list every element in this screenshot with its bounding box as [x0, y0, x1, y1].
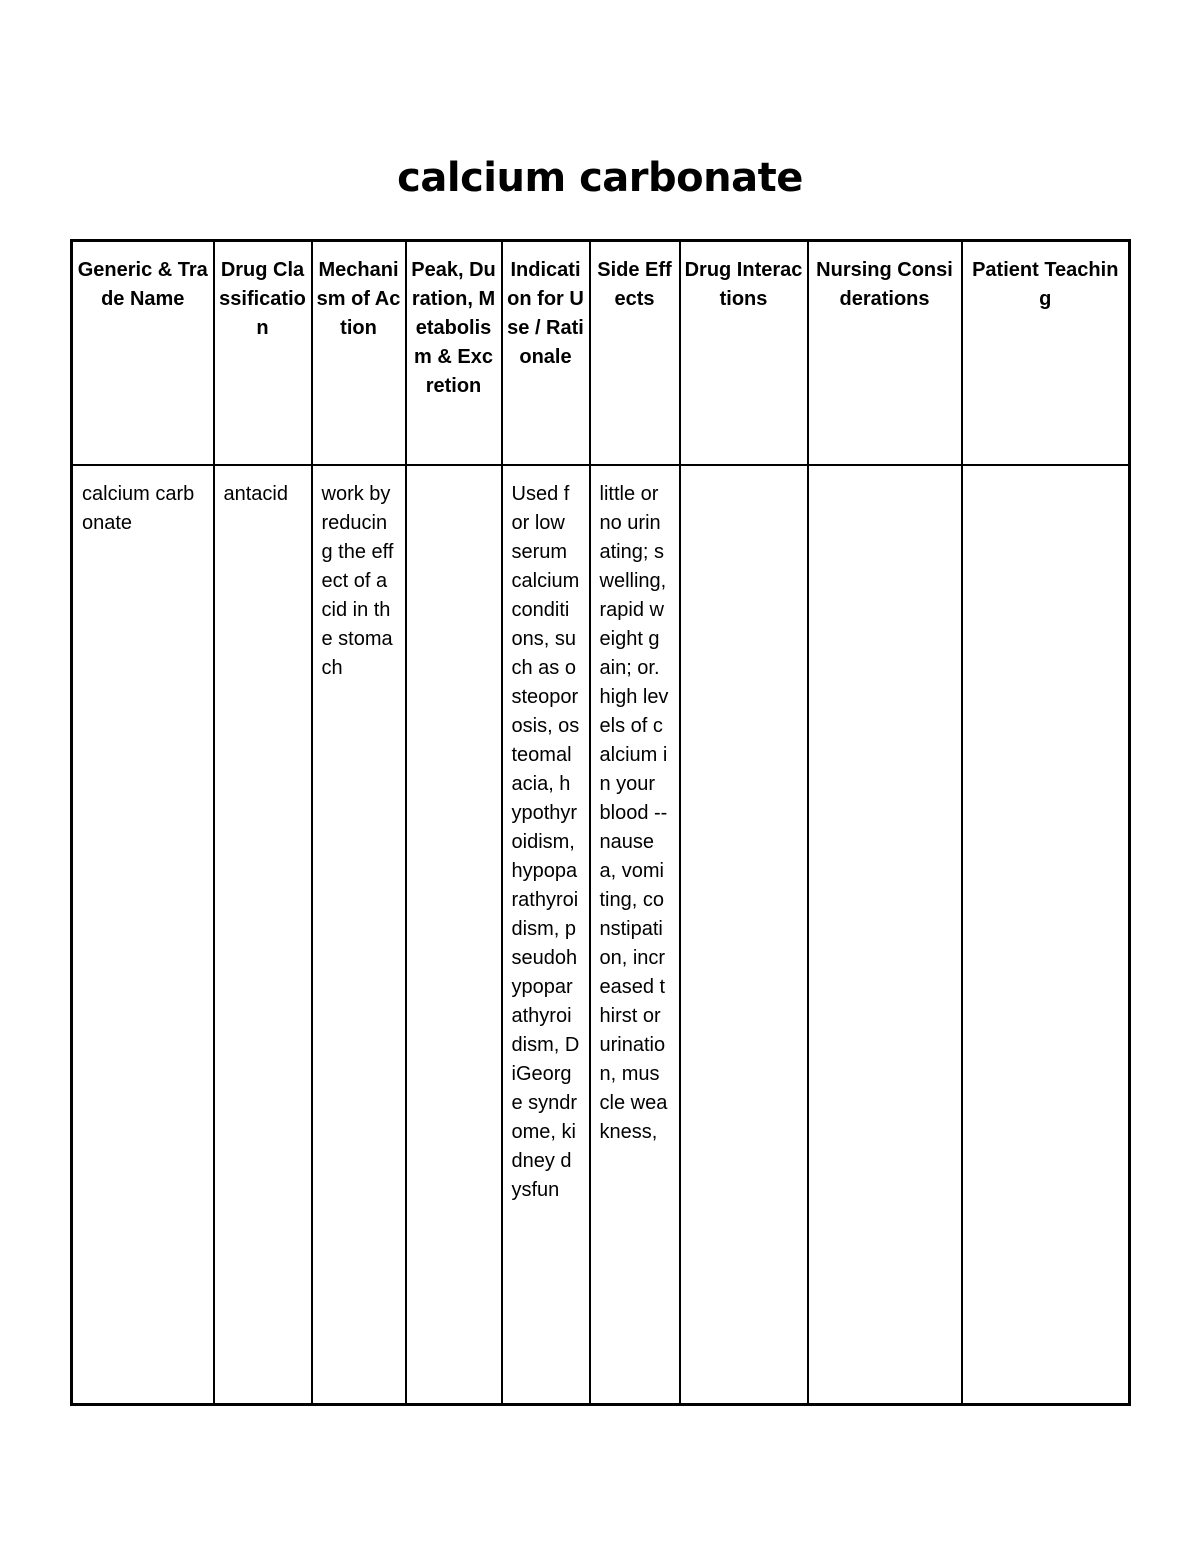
header-drug-classification: Drug Classification [214, 241, 312, 466]
cell-drug-interactions [680, 465, 808, 1405]
cell-drug-classification: antacid [214, 465, 312, 1405]
header-nursing-considerations: Nursing Considerations [808, 241, 962, 466]
header-generic-trade-name: Generic & Trade Name [72, 241, 214, 466]
cell-nursing-considerations [808, 465, 962, 1405]
cell-patient-teaching [962, 465, 1130, 1405]
header-drug-interactions: Drug Interactions [680, 241, 808, 466]
header-peak-duration-metabolism-excretion: Peak, Duration, Metabolism & Excretion [406, 241, 502, 466]
cell-peak-duration-metabolism-excretion [406, 465, 502, 1405]
page-title: calcium carbonate [397, 155, 803, 201]
header-row [72, 241, 1130, 466]
cell-mechanism-of-action: work by reducing the effect of acid in the stomach [312, 465, 406, 1405]
cell-indication-rationale: Used for low serum calcium conditions, such as osteoporosis, osteomalacia, hypothyroidism, hypoparathyroidism, pseudohypoparathyroidism, DiGeorge syndrome, kidney dysfun [502, 465, 590, 1405]
header-indication-rationale: Indication for Use / Rationale [502, 241, 590, 466]
header-mechanism-of-action: Mechanism of Action [312, 241, 406, 466]
drug-card-table [70, 239, 1131, 1406]
header-side-effects: Side Effects [590, 241, 680, 466]
table-row [72, 465, 1130, 1405]
cell-side-effects: little or no urinating; swelling, rapid weight gain; or. high levels of calcium in your blood --nausea, vomiting, constipation, increased thirst or urination, muscle weakness, [590, 465, 680, 1405]
header-patient-teaching: Patient Teaching [962, 241, 1130, 466]
cell-generic-trade-name: calcium carbonate [72, 465, 214, 1405]
